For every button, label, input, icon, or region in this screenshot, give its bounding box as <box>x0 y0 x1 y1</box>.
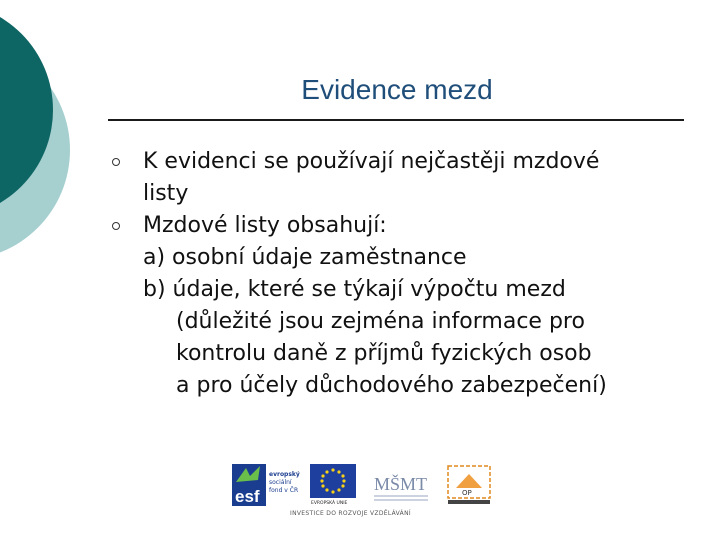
slide-content <box>110 146 690 402</box>
sub-item-a: a) osobní údaje zaměstnance <box>143 245 467 270</box>
eu-caption: EVROPSKÁ UNIE <box>311 501 348 506</box>
esf-logo <box>232 464 302 506</box>
bullet-item-1 <box>110 146 690 210</box>
msmt-logo <box>366 464 436 506</box>
bullet-line: listy <box>143 181 189 206</box>
slide-title: Evidence mezd <box>301 74 493 105</box>
sub-item-b: b) údaje, které se týkají výpočtu mezd <box>143 277 566 302</box>
sub-item-b-continuation-1: (důležité jsou zejména informace pro <box>176 309 585 334</box>
esf-small-1: evropský <box>269 471 300 478</box>
bullet-item-2 <box>110 210 690 242</box>
sub-item-b-continuation-2: kontrolu daně z příjmů fyzických osob <box>176 341 592 366</box>
bullet-line: Mzdové listy obsahují: <box>143 213 387 238</box>
msmt-text: MŠMT <box>374 474 428 494</box>
circle-bullet-icon <box>112 158 120 166</box>
circle-bullet-icon <box>112 222 120 230</box>
eu-flag-logo <box>310 464 356 506</box>
sub-item-b-continuation-3: a pro účely důchodového zabezpečení) <box>176 373 607 398</box>
bullet-line: K evidenci se používají nejčastěji mzdové <box>143 149 600 174</box>
title-divider <box>108 119 684 121</box>
op-logo <box>444 464 494 506</box>
decorative-circles <box>0 0 80 300</box>
op-text: OP <box>462 489 472 497</box>
esf-text: esf <box>235 487 260 506</box>
esf-small-2: sociální <box>269 479 292 486</box>
footer-caption: INVESTICE DO ROZVOJE VZDĚLÁVÁNÍ <box>290 510 411 517</box>
footer-logos <box>232 464 494 520</box>
esf-small-3: fond v ČR <box>269 487 299 494</box>
